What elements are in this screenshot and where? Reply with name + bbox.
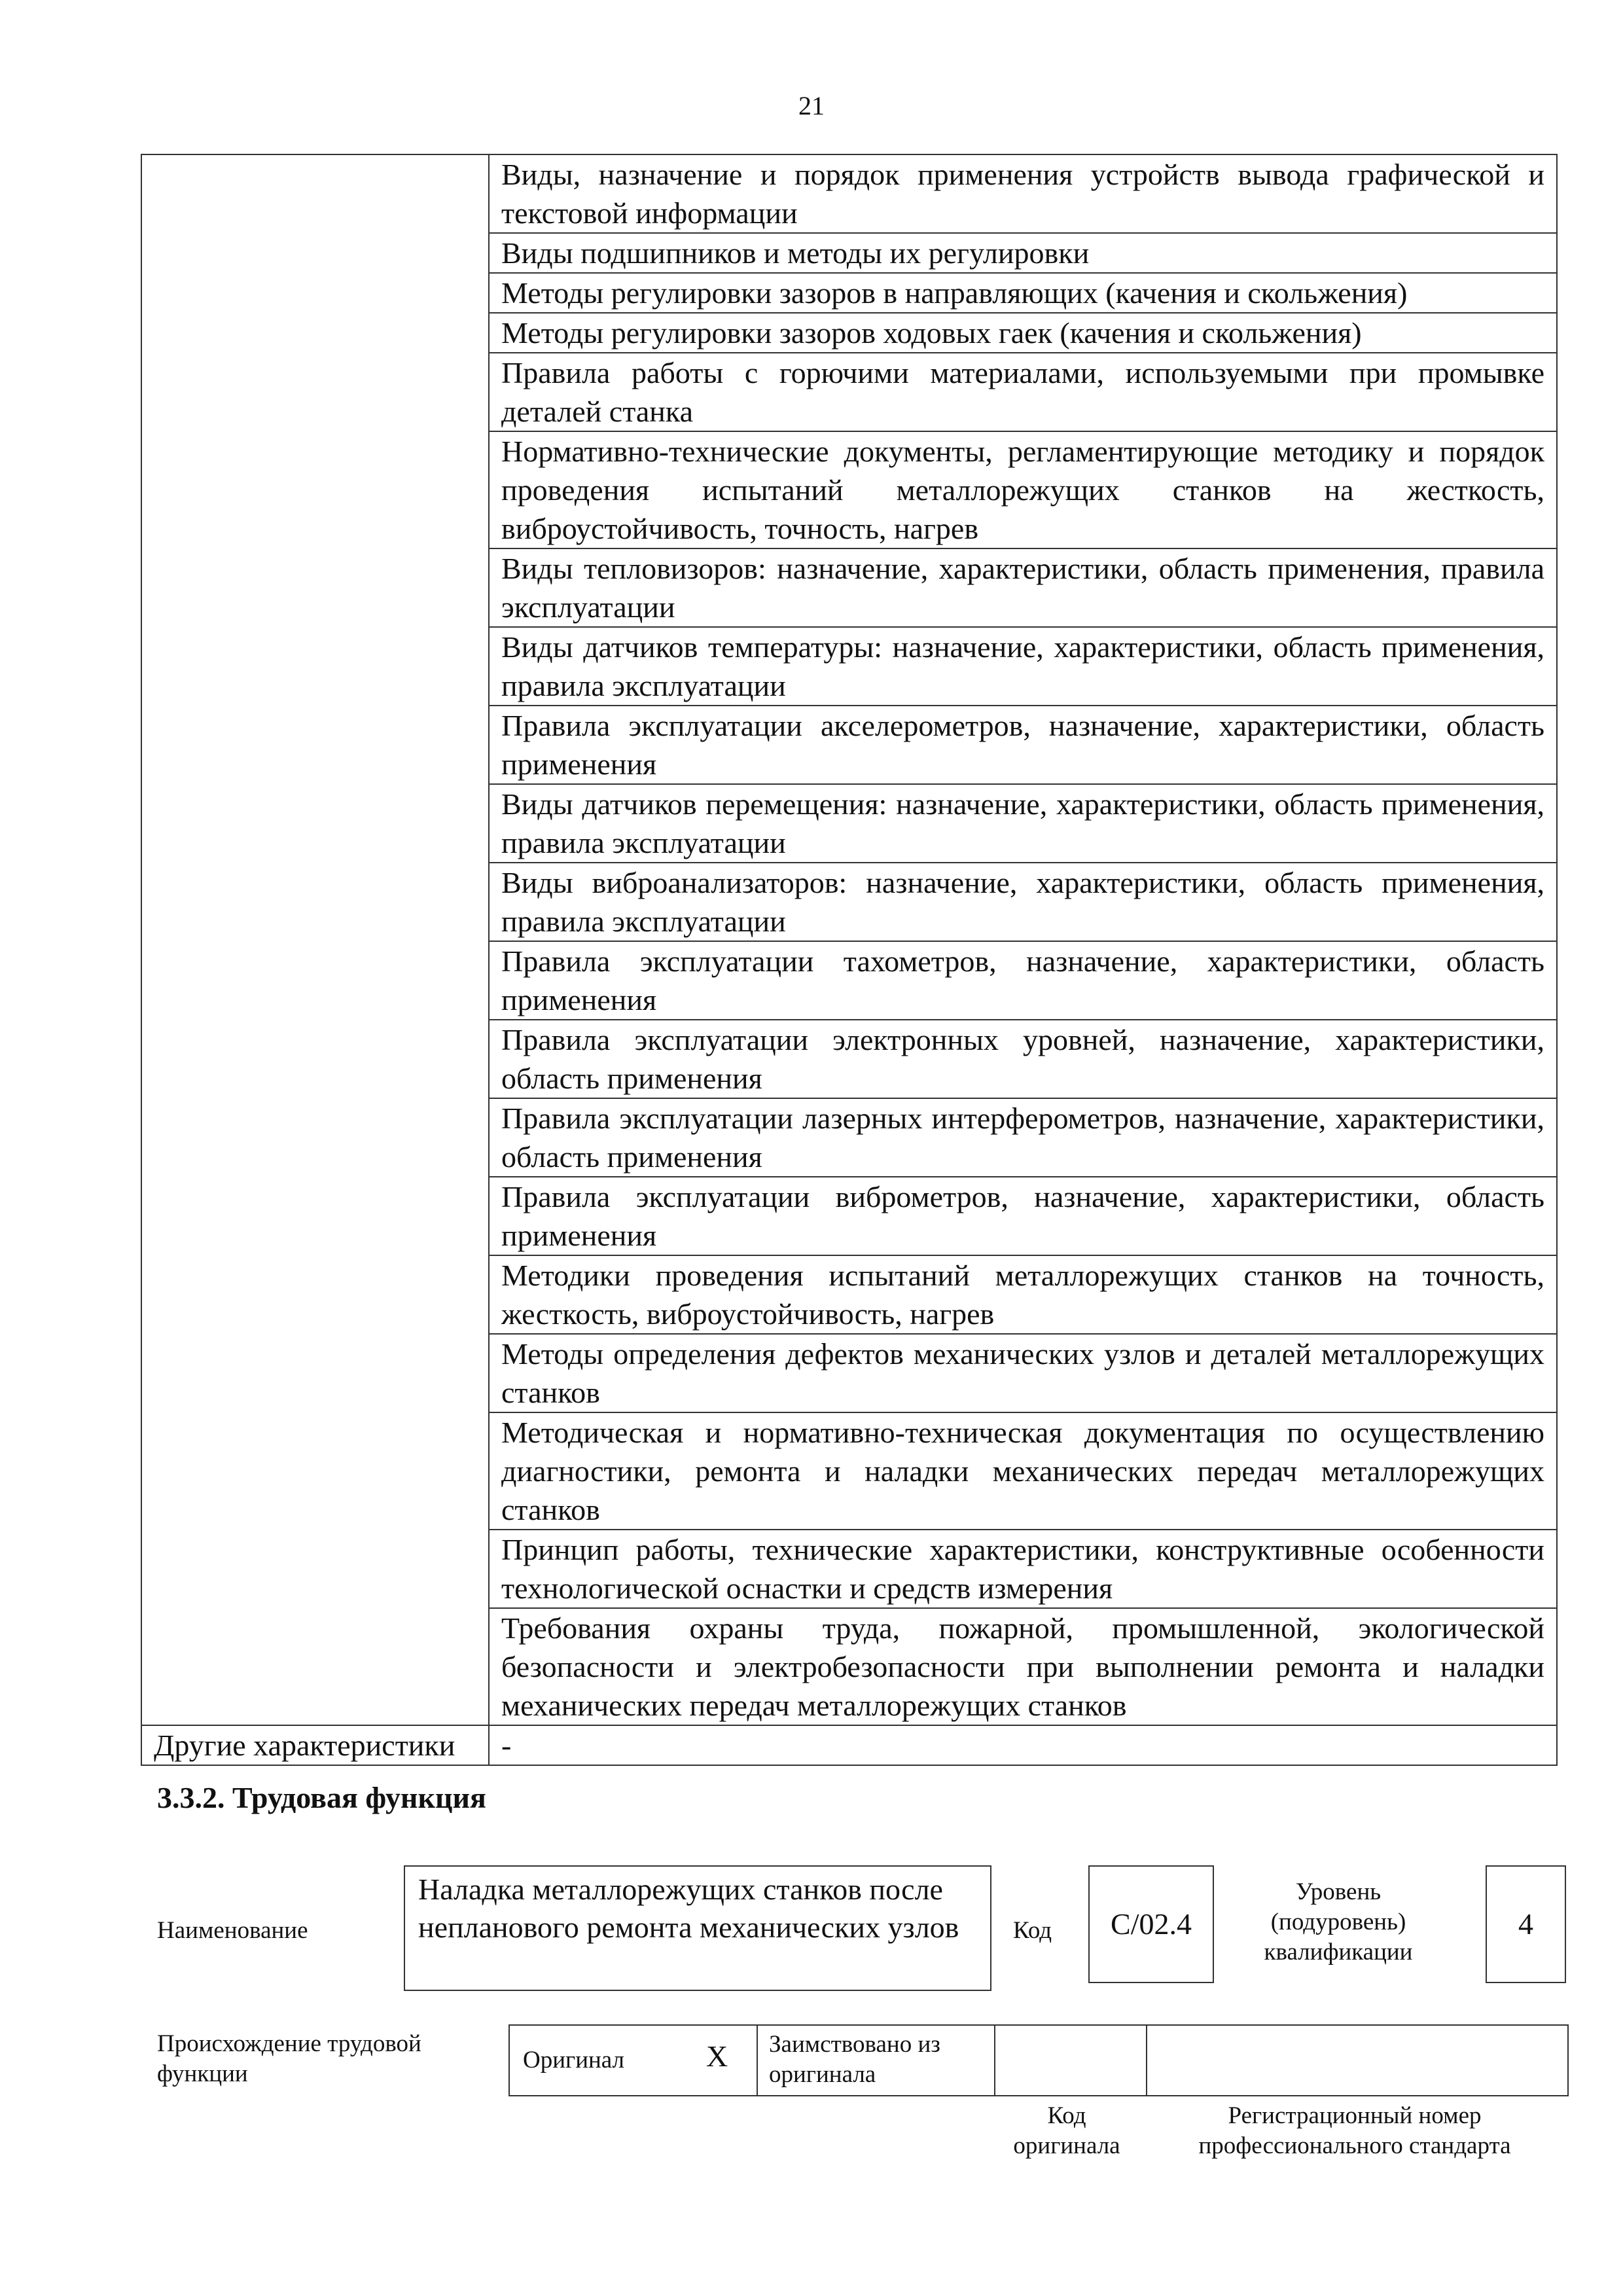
knowledge-item: Методы регулировки зазоров в направляющих (качения и скольжения) (489, 273, 1557, 313)
knowledge-item: Правила эксплуатации виброметров, назначение, характеристики, область применения (489, 1177, 1557, 1255)
borrowed-label: Заимствовано из оригинала (769, 2031, 940, 2088)
page-number: 21 (798, 91, 825, 120)
knowledge-item: Методическая и нормативно-техническая документация по осуществлению диагностики, ремонта и наладки механических передач металлорежущих станков (489, 1412, 1557, 1530)
name-label: Наименование (157, 1917, 308, 1944)
origin-label: Происхождение трудовой функции (157, 2030, 421, 2087)
other-characteristics-value: - (489, 1725, 1557, 1765)
origin-divider (757, 2026, 758, 2095)
origin-table (508, 2024, 1569, 2096)
knowledge-item: Методики проведения испытаний металлорежущих станков на точность, жесткость, виброустойчивость, нагрев (489, 1255, 1557, 1334)
knowledge-item: Методы определения дефектов механических узлов и деталей металлорежущих станков (489, 1334, 1557, 1412)
knowledge-item: Нормативно-технические документы, регламентирующие методику и порядок проведения испытаний металлорежущих станков на жесткость, виброустойчивость, точность, нагрев (489, 431, 1557, 548)
knowledge-item: Правила работы с горючими материалами, используемыми при промывке деталей станка (489, 353, 1557, 431)
table-row (141, 154, 1557, 233)
code-label: Код (1013, 1917, 1052, 1944)
knowledge-item: Виды подшипников и методы их регулировки (489, 233, 1557, 273)
other-characteristics-label: Другие характеристики (141, 1725, 489, 1765)
origin-divider (1146, 2026, 1147, 2095)
knowledge-item: Требования охраны труда, пожарной, промышленной, экологической безопасности и электробезопасности при выполнении ремонта и наладки механических передач металлорежущих станков (489, 1608, 1557, 1725)
origin-divider (994, 2026, 995, 2095)
knowledge-item: Правила эксплуатации тахометров, назначение, характеристики, область применения (489, 941, 1557, 1020)
knowledge-item: Правила эксплуатации электронных уровней, назначение, характеристики, область применения (489, 1020, 1557, 1098)
knowledge-item: Правила эксплуатации лазерных интерферометров, назначение, характеристики, область применения (489, 1098, 1557, 1177)
knowledge-label-cell (141, 154, 489, 1725)
knowledge-item: Виды датчиков перемещения: назначение, характеристики, область применения, правила эксплуатации (489, 784, 1557, 863)
original-label: Оригинал (523, 2047, 625, 2073)
level-label: Уровень (подуровень) квалификации (1264, 1878, 1413, 1965)
level-value: 4 (1486, 1865, 1566, 1983)
other-characteristics-row (141, 1725, 1557, 1765)
section-title: 3.3.2. Трудовая функция (157, 1781, 486, 1814)
knowledge-item: Виды тепловизоров: назначение, характеристики, область применения, правила эксплуатации (489, 548, 1557, 627)
code-value: C/02.4 (1088, 1865, 1214, 1983)
knowledge-item: Методы регулировки зазоров ходовых гаек (качения и скольжения) (489, 313, 1557, 353)
knowledge-table (141, 154, 1558, 1766)
knowledge-item: Виды, назначение и порядок применения устройств вывода графической и текстовой информации (489, 154, 1557, 233)
function-name-value: Наладка металлорежущих станков после непланового ремонта механических узлов (404, 1865, 991, 1991)
reg-caption: Регистрационный номер профессионального стандарта (1198, 2102, 1511, 2159)
knowledge-item: Принцип работы, технические характеристики, конструктивные особенности технологической оснастки и средств измерения (489, 1530, 1557, 1608)
code-caption: Код оригинала (1013, 2102, 1120, 2159)
knowledge-table-body (141, 154, 1557, 1765)
original-mark: X (706, 2039, 728, 2073)
knowledge-item: Виды датчиков температуры: назначение, характеристики, область применения, правила эксплуатации (489, 627, 1557, 706)
knowledge-item: Виды виброанализаторов: назначение, характеристики, область применения, правила эксплуатации (489, 863, 1557, 941)
knowledge-item: Правила эксплуатации акселерометров, назначение, характеристики, область применения (489, 706, 1557, 784)
